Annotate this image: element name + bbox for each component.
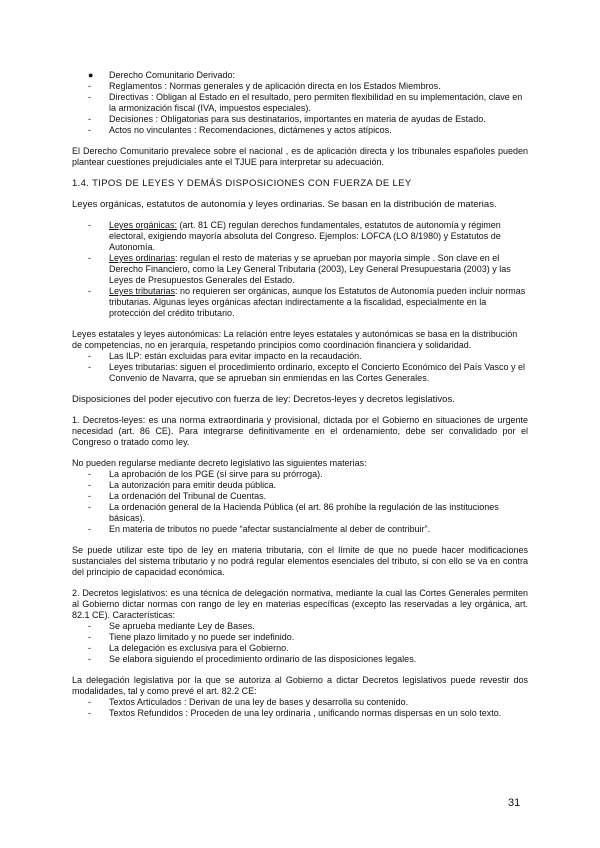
directivas-item: Directivas : Obligan al Estado en el resultado, pero permiten flexibilidad en su implementación, clave en la armonización fiscal (IVA, impuestos especiales). bbox=[109, 92, 523, 113]
list-item bbox=[88, 220, 528, 253]
reglamentos-item: Reglamentos : Normas generales y de aplicación directa en los Estados Miembros. bbox=[109, 81, 441, 91]
leyes-ordinarias-text: : regulan el resto de materias y se aprueban por mayoría simple . Son clave en el Derecho Financiero, como la Ley General Tributaria (2003), Ley General Presupuestaria (2003) y las Leyes de Presupuestos Generales del Estado. bbox=[109, 253, 511, 285]
document-page bbox=[72, 70, 528, 719]
list-item bbox=[88, 502, 528, 524]
leyes-organicas-term: Leyes orgánicas: bbox=[109, 220, 178, 230]
list-marker: - bbox=[88, 654, 91, 664]
modalidades-list bbox=[72, 697, 528, 719]
list-item bbox=[88, 643, 528, 654]
list-item-text: La delegación es exclusiva para el Gobierno. bbox=[109, 643, 289, 653]
page-number: 31 bbox=[508, 797, 521, 809]
list-marker: - bbox=[88, 469, 91, 479]
list-item bbox=[88, 697, 528, 708]
list-marker: - bbox=[88, 697, 91, 707]
section-heading: 1.4. TIPOS DE LEYES Y DEMÁS DISPOSICIONES CON FUERZA DE LEY bbox=[72, 178, 412, 189]
list-item bbox=[88, 480, 528, 491]
list-item bbox=[88, 70, 528, 81]
no-regularse-list bbox=[72, 469, 528, 535]
list-item-text: En materia de tributos no puede “afectar sustancialmente al deber de contribuir”. bbox=[109, 524, 431, 534]
textos-articulados-item: Textos Articulados : Derivan de una ley de bases y desarrolla su contenido. bbox=[109, 697, 409, 707]
list-item bbox=[88, 491, 528, 502]
list-item bbox=[88, 469, 528, 480]
decisiones-item: Decisiones : Obligatorias para sus destinatarios, importantes en materia de ayudas de Estado. bbox=[109, 114, 486, 124]
disposiciones-title: Disposiciones del poder ejecutivo con fuerza de ley: Decretos-leyes y decretos legislativos. bbox=[72, 394, 455, 405]
list-item bbox=[88, 114, 528, 125]
list-marker: - bbox=[88, 632, 91, 642]
estatales-autonomicas-list bbox=[72, 351, 528, 384]
list-item-text: Se aprueba mediante Ley de Bases. bbox=[109, 621, 255, 631]
list-item bbox=[88, 351, 528, 362]
leyes-tributarias-text: : no requieren ser orgánicas, aunque los Estatutos de Autonomía pueden incluir normas tributarias. Algunas leyes orgánicas afectan indirectamente a la fiscalidad, especialmente en la protección del crédito tributario. bbox=[109, 286, 526, 318]
list-marker: - bbox=[88, 362, 91, 372]
list-marker: - bbox=[88, 351, 91, 361]
list-item-text: Se elabora siguiendo el procedimiento ordinario de las disposiciones legales. bbox=[109, 654, 417, 664]
list-item-text: La aprobación de los PGE (sí sirve para su prórroga). bbox=[109, 469, 323, 479]
decretos-legislativos-paragraph: 2. Decretos legislativos: es una técnica de delegación normativa, mediante la cual las Cortes Generales permiten al Gobierno dictar normas con rango de ley en materias específicas (excepto las reservadas a ley orgánica, art. 82.1 CE). Características: bbox=[72, 588, 528, 620]
list-marker: - bbox=[88, 286, 91, 296]
list-marker: - bbox=[88, 524, 91, 534]
list-item bbox=[88, 621, 528, 632]
list-item-text: La ordenación del Tribunal de Cuentas. bbox=[109, 491, 267, 501]
derecho-comunitario-derivado-title: Derecho Comunitario Derivado: bbox=[109, 70, 236, 80]
list-marker: - bbox=[88, 125, 91, 135]
list-item bbox=[88, 524, 528, 535]
leyes-ordinarias-term: Leyes ordinarias bbox=[109, 253, 176, 263]
decretos-leyes-paragraph: 1. Decretos-leyes: es una norma extraordinaria y provisional, dictada por el Gobierno en situaciones de urgente necesidad (art. 86 CE). Para integrarse definitivamente en el ordenamiento, debe ser convalidado por el Congreso o tratado como ley. bbox=[72, 415, 528, 447]
list-item-text: La autorización para emitir deuda pública. bbox=[109, 480, 277, 490]
leyes-organicas-title: Leyes orgánicas, estatutos de autonomía y leyes ordinarias. Se basan en la distribución de materias. bbox=[72, 199, 497, 210]
list-item bbox=[88, 286, 528, 319]
list-marker: - bbox=[88, 621, 91, 631]
estatales-autonomicas-paragraph: Leyes estatales y leyes autonómicas: La relación entre leyes estatales y autonómicas se basa en la distribución de competencias, no en jerarquía, respetando principios como coordinación financiera y solidaridad. bbox=[72, 329, 518, 350]
no-regularse-intro: No pueden regularse mediante decreto legislativo las siguientes materias: bbox=[72, 458, 367, 468]
list-item bbox=[88, 92, 528, 114]
caracteristicas-list bbox=[72, 621, 528, 665]
list-marker: - bbox=[88, 220, 91, 230]
textos-refundidos-item: Textos Refundidos : Proceden de una ley ordinaria , unificando normas dispersas en un solo texto. bbox=[109, 708, 502, 718]
list-marker: - bbox=[88, 491, 91, 501]
leyes-tributarias-procedimiento-item: Leyes tributarias: siguen el procedimiento ordinario, excepto el Concierto Económico del País Vasco y el Convenio de Navarra, que se aprueban sin enmiendas en las Cortes Generales. bbox=[109, 362, 526, 383]
leyes-organicas-text: (art. 81 CE) regulan derechos fundamentales, estatutos de autonomía y régimen electoral, exigiendo mayoría absoluta del Congreso. Ejemplos: LOFCA (LO 8/1980) y Estatutos de Autonomía. bbox=[109, 220, 501, 252]
bullet-icon: ● bbox=[88, 70, 94, 80]
leyes-tributarias-term: Leyes tributarias bbox=[109, 286, 176, 296]
delegacion-paragraph: La delegación legislativa por la que se autoriza al Gobierno a dictar Decretos legislativos puede revestir dos modalidades, tal y como prevé el art. 82.2 CE: bbox=[72, 675, 528, 696]
prevalencia-paragraph: El Derecho Comunitario prevalece sobre el nacional , es de aplicación directa y los tribunales españoles pueden plantear cuestiones prejudiciales ante el TJUE para interpretar su adecuación. bbox=[72, 146, 528, 167]
list-item bbox=[88, 632, 528, 643]
list-item-text: Tiene plazo limitado y no puede ser indefinido. bbox=[109, 632, 295, 642]
list-marker: - bbox=[88, 708, 91, 718]
list-marker: - bbox=[88, 253, 91, 263]
list-item bbox=[88, 362, 528, 384]
list-marker: - bbox=[88, 114, 91, 124]
list-item bbox=[88, 81, 528, 92]
ilp-item: Las ILP: están excluidas para evitar impacto en la recaudación. bbox=[109, 351, 362, 361]
derecho-comunitario-derivado-list bbox=[72, 70, 528, 136]
list-marker: - bbox=[88, 643, 91, 653]
list-item bbox=[88, 253, 528, 286]
list-marker: - bbox=[88, 502, 91, 512]
actos-no-vinculantes-item: Actos no vinculantes : Recomendaciones, dictámenes y actos atípicos. bbox=[109, 125, 392, 135]
list-item-text: La ordenación general de la Hacienda Pública (el art. 86 prohíbe la regulación de las instituciones básicas). bbox=[109, 502, 499, 523]
list-item bbox=[88, 654, 528, 665]
list-item bbox=[88, 125, 528, 136]
leyes-organicas-list bbox=[72, 220, 528, 319]
list-marker: - bbox=[88, 81, 91, 91]
list-item bbox=[88, 708, 528, 719]
materia-tributaria-paragraph: Se puede utilizar este tipo de ley en materia tributaria, con el límite de que no puede hacer modificaciones sustanciales del sistema tributario y no podrá regular elementos esenciales del tributo, si con ello se va en contra del principio de capacidad económica. bbox=[72, 545, 528, 577]
list-marker: - bbox=[88, 92, 91, 102]
list-marker: - bbox=[88, 480, 91, 490]
